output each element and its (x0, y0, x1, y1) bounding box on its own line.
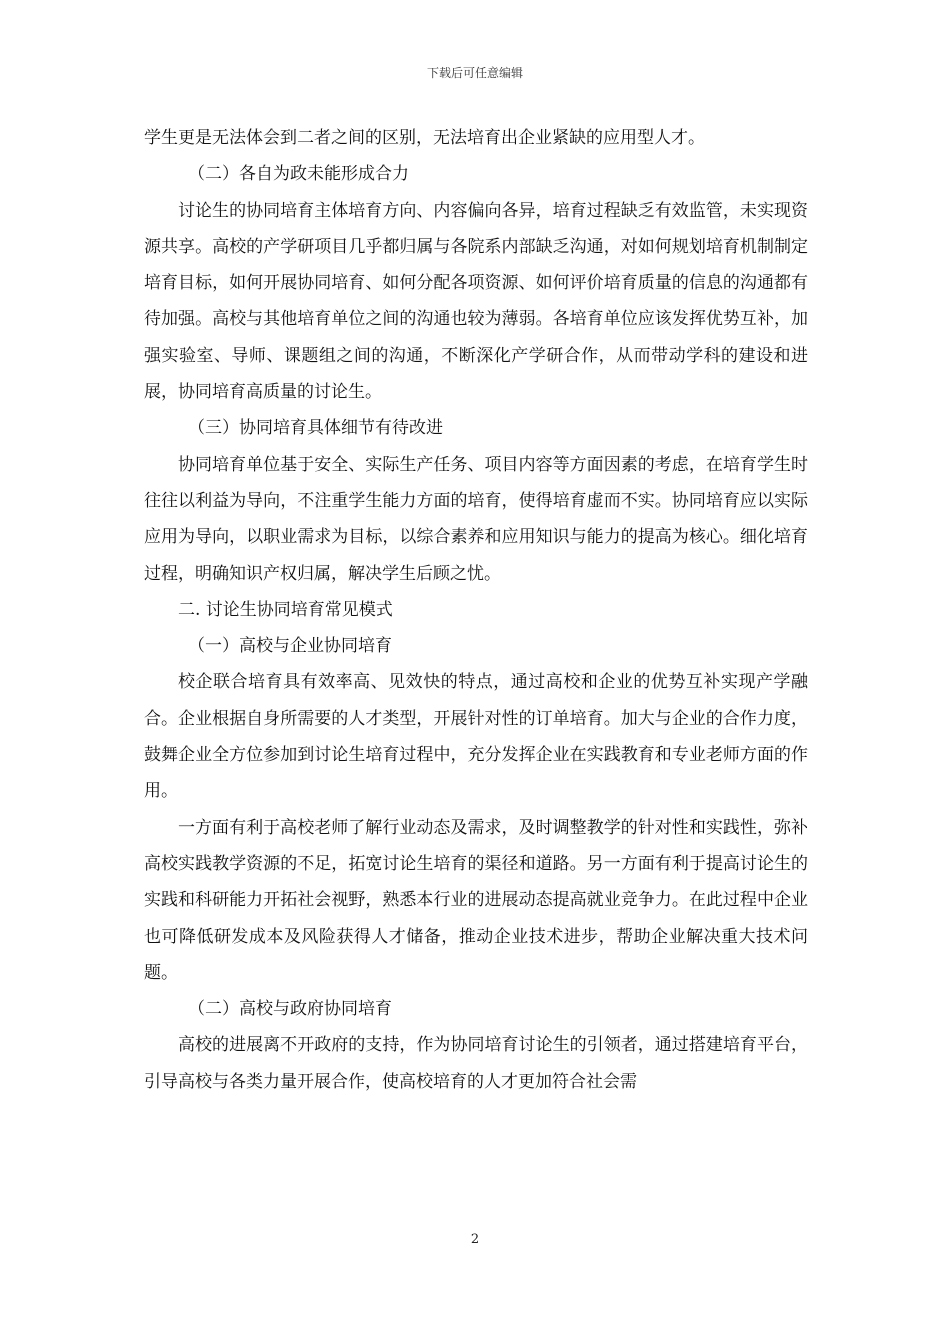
subsection-heading: （三）协同培育具体细节有待改进 (188, 418, 443, 439)
paragraph: 一方面有利于高校老师了解行业动态及需求，及时调整教学的针对性和实践性，弥补高校实践教学资源的不足，拓宽讨论生培育的渠径和道路。另一方面有利于提高讨论生的实践和科研能力开拓社会视野，熟悉本行业的进展动态提高就业竞争力。在此过程中企业也可降低研发成本及风险获得人才储备，推动企业技术进步，帮助企业解决重大技术问题。 (144, 817, 808, 983)
section-heading: 二. 讨论生协同培育常见模式 (178, 599, 393, 620)
page-header: 下载后可任意编辑 (426, 66, 523, 80)
subsection-heading: （一）高校与企业协同培育 (188, 636, 392, 657)
paragraph: 学生更是无法体会到二者之间的区别，无法培育出企业紧缺的应用型人才。 (144, 128, 705, 148)
subsection-heading: （二）高校与政府协同培育 (188, 999, 392, 1020)
document-body (144, 120, 808, 1100)
page-number: 2 (470, 1232, 480, 1247)
paragraph: 高校的进展离不开政府的支持，作为协同培育讨论生的引领者，通过搭建培育平台，引导高校与各类力量开展合作，使高校培育的人才更加符合社会需 (144, 1035, 808, 1092)
subsection-heading: （二）各自为政未能形成合力 (188, 164, 409, 185)
paragraph: 讨论生的协同培育主体培育方向、内容偏向各异，培育过程缺乏有效监管，未实现资源共享。高校的产学研项目几乎都归属与各院系内部缺乏沟通，对如何规划培育机制制定培育目标，如何开展协同培育、如何分配各项资源、如何评价培育质量的信息的沟通都有待加强。高校与其他培育单位之间的沟通也较为薄弱。各培育单位应该发挥优势互补，加强实验室、导师、课题组之间的沟通，不断深化产学研合作，从而带动学科的建设和进展，协同培育高质量的讨论生。 (144, 200, 808, 403)
paragraph: 校企联合培育具有效率高、见效快的特点，通过高校和企业的优势互补实现产学融合。企业根据自身所需要的人才类型，开展针对性的订单培育。加大与企业的合作力度，鼓舞企业全方位参加到讨论生培育过程中，充分发挥企业在实践教育和专业老师方面的作用。 (144, 672, 808, 802)
paragraph: 协同培育单位基于安全、实际生产任务、项目内容等方面因素的考虑，在培育学生时往往以利益为导向，不注重学生能力方面的培育，使得培育虚而不实。协同培育应以实际应用为导向，以职业需求为目标，以综合素养和应用知识与能力的提高为核心。细化培育过程，明确知识产权归属，解决学生后顾之忧。 (144, 454, 808, 584)
